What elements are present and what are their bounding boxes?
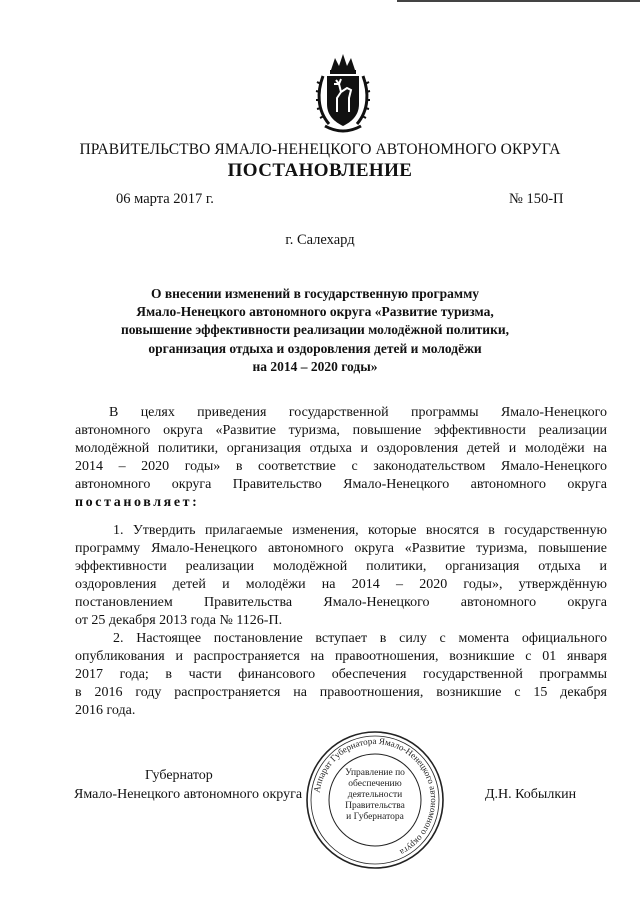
title-line: на 2014 – 2020 годы» (252, 358, 378, 374)
signatory-title: Губернатор (145, 768, 213, 783)
paragraph-line: 2017 года; в части финансового обеспечения государственной программы (75, 667, 607, 683)
paragraph-line: 2016 года. (75, 703, 136, 719)
document-type: ПОСТАНОВЛЕНИЕ (227, 160, 413, 181)
stamp-ring-text: Аппарат Губернатора Ямало-Ненецкого автономного округа (311, 735, 440, 858)
title-line: Ямало-Ненецкого автономного округа «Развитие туризма, (136, 304, 494, 320)
paragraph-line: автономного округа «Развитие туризма, повышение эффективности реализации (75, 423, 607, 439)
paragraph-line: программу Ямало-Ненецкого автономного округа «Развитие туризма, повышение (75, 541, 607, 557)
paragraph-line: молодёжной политики, организация отдыха и оздоровления детей и молодёжи на (75, 441, 607, 457)
paragraph-line: опубликования и распространяется на правоотношения, возникшие с 01 января (75, 649, 607, 665)
paragraph-line: 2014 – 2020 годы» в соответствие с законодательством Ямало-Ненецкого (75, 459, 607, 475)
paragraph-line: эффективности реализации молодёжной политики, организация отдыха и (75, 559, 607, 575)
paragraph-line: оздоровления детей и молодёжи на 2014 – 2020 годы», утверждённую (75, 577, 607, 593)
title-line: повышение эффективности реализации молодёжной политики, (120, 322, 509, 338)
document-date: 06 марта 2017 г. (116, 191, 214, 207)
paragraph-line: В целях приведения государственной программы Ямало-Ненецкого (109, 405, 607, 420)
paragraph-line: 1. Утвердить прилагаемые изменения, которые вносятся в государственную (113, 523, 607, 538)
paragraph-line: от 25 декабря 2013 года № 1126-П. (75, 613, 283, 629)
paragraph-line: постановлением Правительства Ямало-Ненецкого автономного округа (75, 595, 607, 611)
scan-edge-line (397, 0, 640, 2)
signatory-organization: Ямало-Ненецкого автономного округа (74, 787, 303, 802)
preamble-paragraph (75, 404, 607, 513)
document-title (90, 285, 540, 376)
paragraph-line: автономного округа Правительство Ямало-Ненецкого автономного округа (75, 477, 607, 493)
item-1-paragraph (75, 522, 607, 631)
title-line: О внесении изменений в государственную программу (150, 286, 480, 301)
paragraph-line: в 2016 году распространяется на правоотношения, возникшие с 15 декабря (75, 685, 607, 701)
document-city: г. Салехард (285, 232, 355, 248)
stamp-inner-text: Управление по обеспечению деятельности Правительства и Губернатора (345, 768, 405, 822)
paragraph-line: 2. Настоящее постановление вступает в силу с момента официального (113, 631, 607, 646)
signatory-name: Д.Н. Кобылкин (485, 787, 577, 802)
item-2-paragraph (75, 630, 607, 720)
document-number: № 150-П (509, 191, 564, 207)
decree-word: постановляет: (75, 495, 200, 511)
title-line: организация отдыха и оздоровления детей и молодёжи (148, 340, 482, 356)
coat-of-arms-icon (315, 52, 371, 136)
government-name: ПРАВИТЕЛЬСТВО ЯМАЛО-НЕНЕЦКОГО АВТОНОМНОГО ОКРУГА (79, 141, 561, 158)
